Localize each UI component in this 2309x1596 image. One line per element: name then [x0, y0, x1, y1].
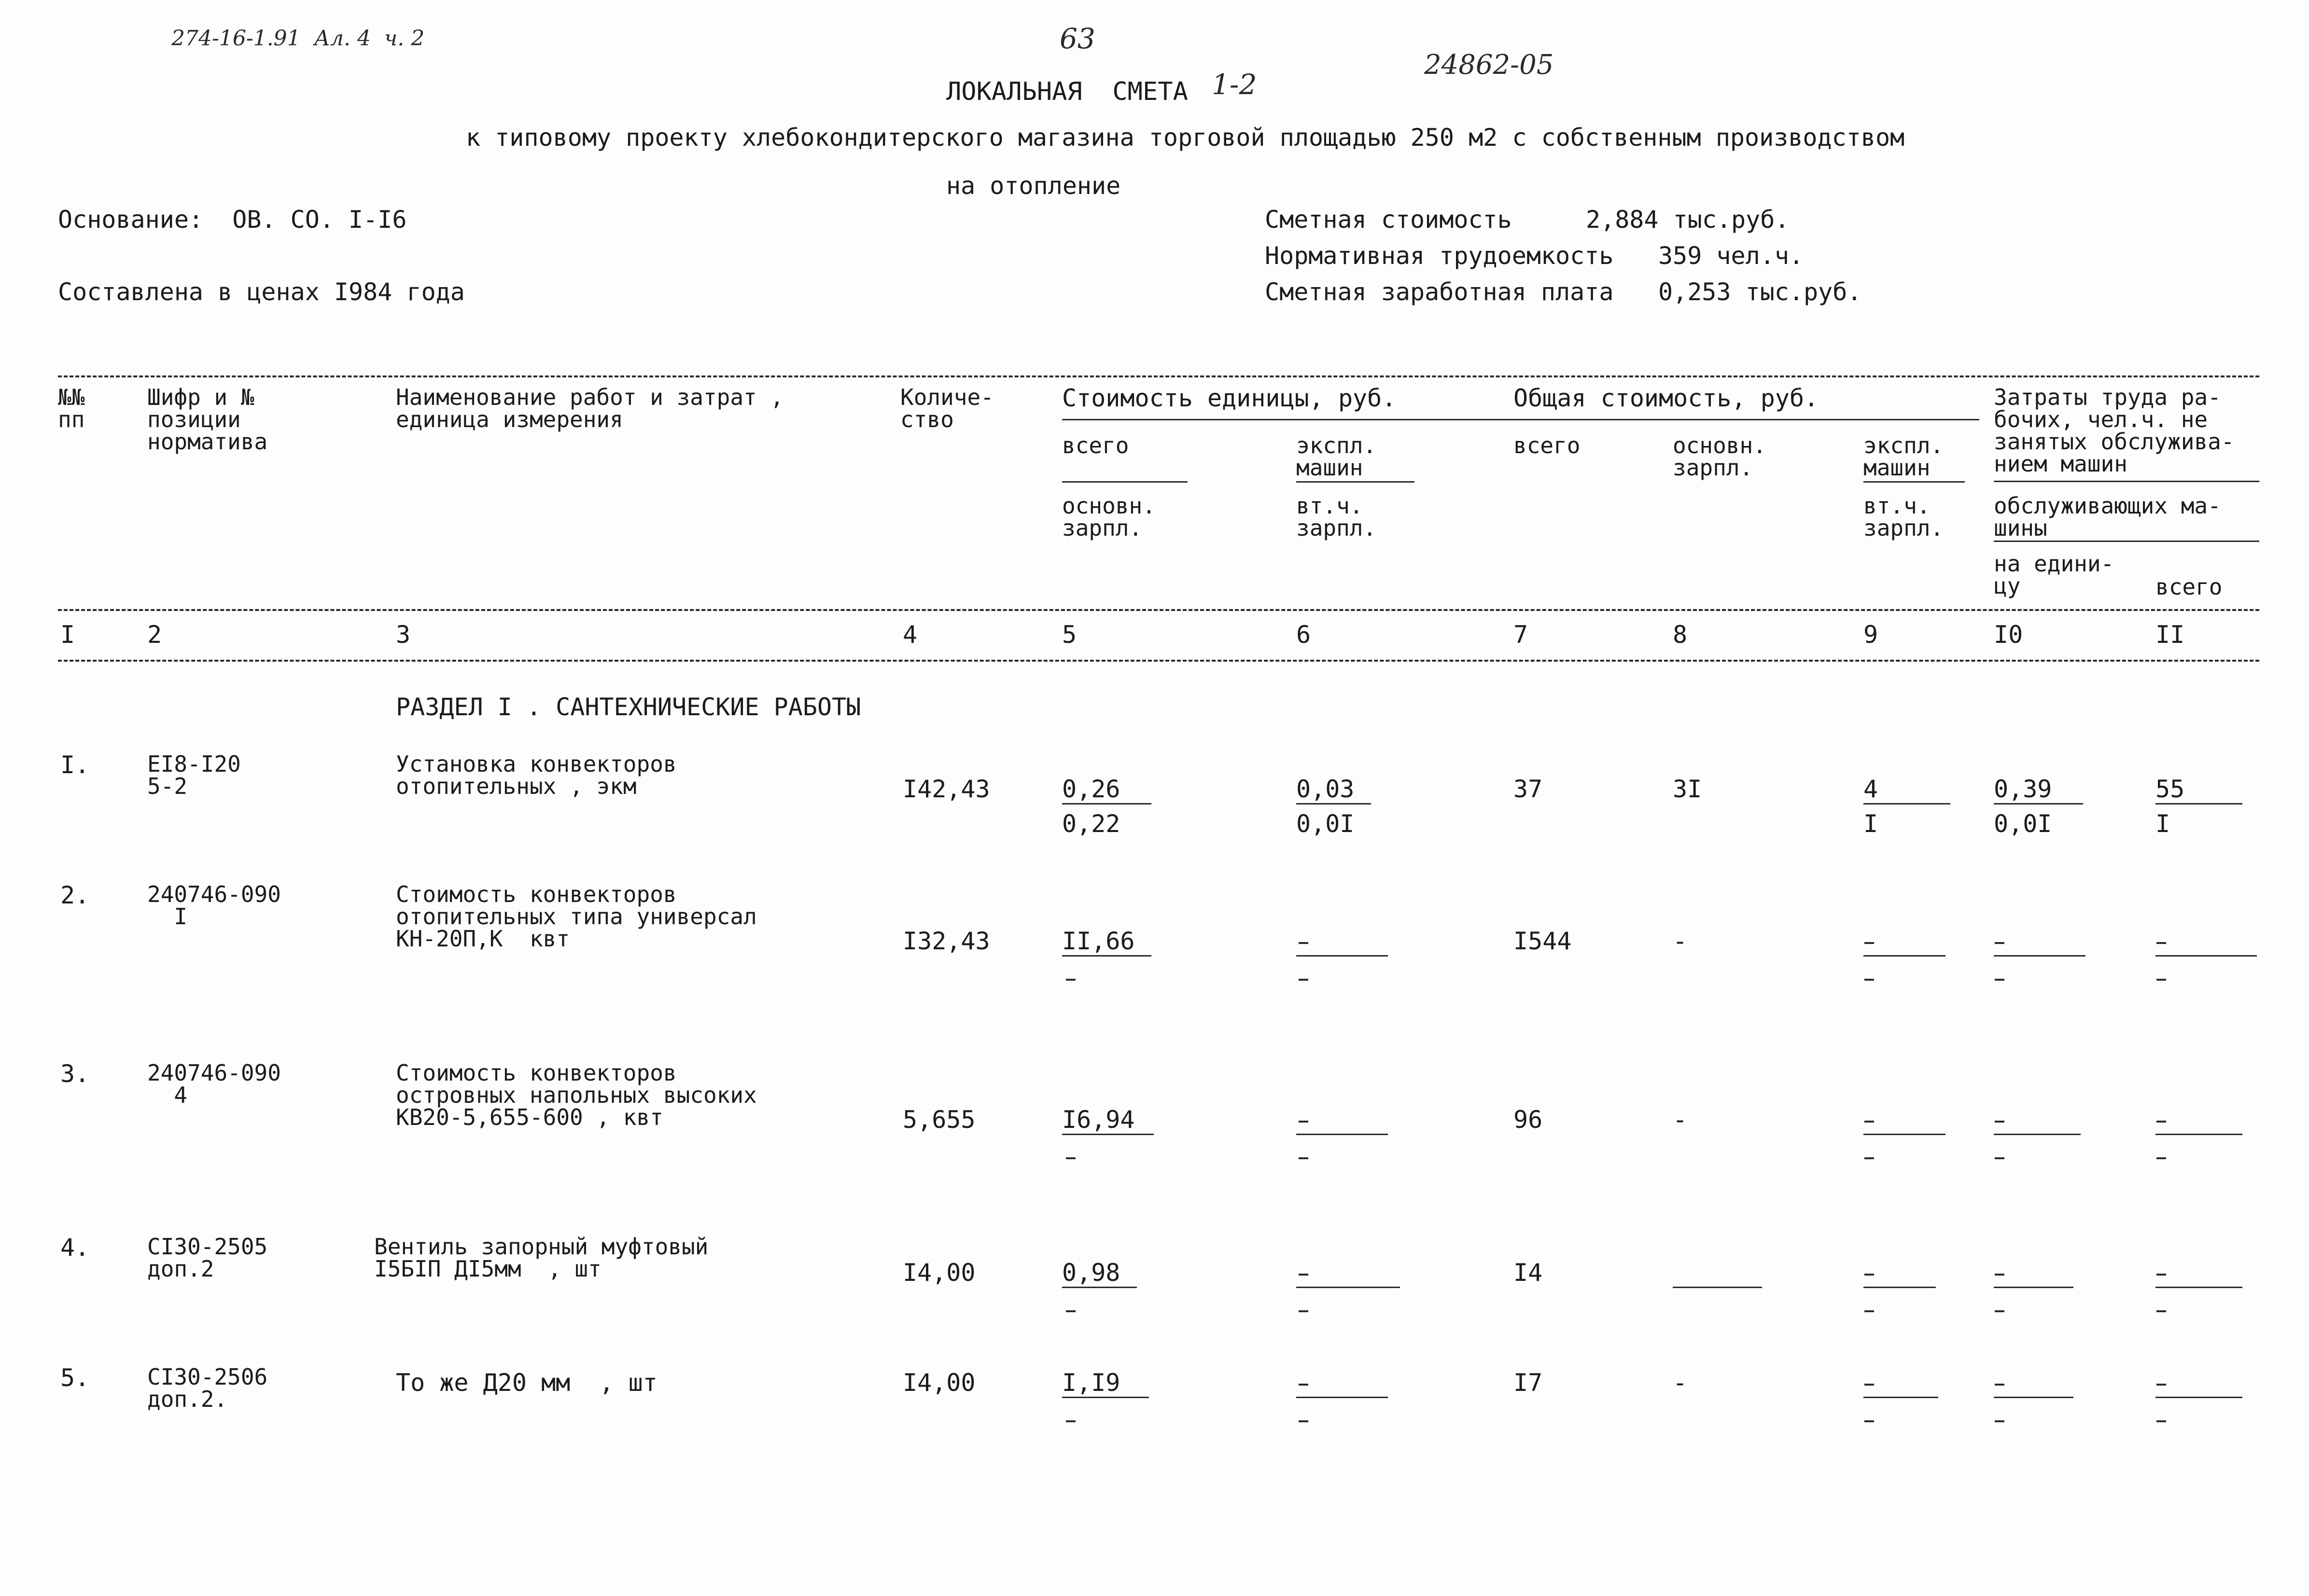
- section-title: РАЗДЕЛ I . САНТЕХНИЧЕСКИЕ РАБОТЫ: [396, 693, 861, 721]
- row-5-unit-total: I,I9: [1062, 1369, 1120, 1397]
- row-1-name: Установка конвекторов отопительных , экм: [396, 751, 677, 799]
- estimated-cost-value: 2,884 тыс.руб.: [1586, 206, 1790, 234]
- row-3-total: 96: [1513, 1106, 1543, 1134]
- col-header-10: на едини- цу: [1994, 551, 2114, 599]
- row-4-quantity: I4,00: [903, 1259, 976, 1287]
- row-3-col5-dash: [1066, 1157, 1076, 1159]
- handwritten-archive-ref: 274-16-1.91 Ал. 4 ч. 2: [171, 26, 425, 51]
- row-4-code: СI30-2505 доп.2: [147, 1234, 268, 1282]
- estimate-number: 1-2: [1212, 68, 1257, 101]
- row-3-total-wage: -: [1673, 1106, 1688, 1134]
- col-header-6-bottom: вт.ч. зарпл.: [1296, 493, 1377, 541]
- col-header-2: Шифр и № позиции норматива: [147, 384, 268, 455]
- row-3-unit-total: I6,94: [1062, 1106, 1135, 1134]
- row-4-unit-total: 0,98: [1062, 1259, 1120, 1287]
- row-2-number: 2.: [60, 881, 90, 909]
- row-3-col11-dash-top: [2156, 1121, 2166, 1123]
- row-3-code: 240746-090 4: [147, 1060, 281, 1108]
- row-2-quantity: I32,43: [903, 927, 990, 955]
- row-4-total: I4: [1513, 1259, 1543, 1287]
- row-1-code: EI8-I20 5-2: [147, 751, 241, 799]
- row-5-col11-dash-top: [2156, 1384, 2166, 1386]
- row-5-col9-line: [1863, 1397, 1938, 1398]
- row-5-col5-line: [1062, 1397, 1149, 1398]
- col-group-total-cost: Общая стоимость, руб.: [1513, 384, 1819, 412]
- row-5-col10-dash-top: [1995, 1384, 2004, 1386]
- row-2-col6-dash-top: [1299, 942, 1308, 944]
- row-2-total: I544: [1513, 927, 1572, 955]
- row-4-col11-line: [2155, 1287, 2242, 1288]
- col-group-unit-cost: Стоимость единицы, руб.: [1062, 384, 1397, 412]
- row-3-col9-dash-top: [1864, 1121, 1874, 1123]
- row-5-quantity: I4,00: [903, 1369, 976, 1397]
- row-1-unit-machine: 0,03: [1296, 775, 1355, 803]
- col-header-5-bottom: основн. зарпл.: [1062, 493, 1156, 541]
- labor-rule-2: [1994, 541, 2259, 542]
- row-4-col10-dash-bottom: [1995, 1310, 2004, 1312]
- row-1-labor-unit-machines: 0,0I: [1994, 810, 2052, 838]
- row-2-col11-line: [2155, 955, 2257, 957]
- row-1-total: 37: [1513, 775, 1543, 803]
- col-header-8: основн. зарпл.: [1673, 432, 1766, 481]
- header-bottom-rule: [58, 660, 2259, 662]
- col-header-9-bottom: вт.ч. зарпл.: [1863, 493, 1944, 541]
- row-4-col8-line: [1673, 1287, 1762, 1288]
- row-2-col6-line: [1296, 955, 1388, 957]
- col-number-5: 5: [1062, 621, 1077, 649]
- row-2-col9-dash-bottom: [1864, 979, 1874, 981]
- row-3-col10-dash-top: [1995, 1121, 2004, 1123]
- col-number-8: 8: [1673, 621, 1688, 649]
- row-2-col11-dash-bottom: [2156, 979, 2166, 981]
- row-5-col6-dash-top: [1299, 1384, 1308, 1386]
- col6-rule: [1296, 481, 1414, 483]
- col-header-5-top: всего: [1062, 432, 1129, 458]
- row-2-col10-dash-bottom: [1995, 979, 2004, 981]
- row-3-quantity: 5,655: [903, 1106, 976, 1134]
- row-4-col6-dash-bottom: [1299, 1310, 1308, 1312]
- col-header-6-top: экспл. машин: [1296, 432, 1377, 481]
- wage-value: 0,253 тыс.руб.: [1658, 278, 1862, 306]
- labor-intensity-value: 359 чел.ч.: [1658, 242, 1804, 270]
- wage-label: Сметная заработная плата: [1265, 278, 1614, 306]
- row-4-col6-line: [1296, 1287, 1400, 1288]
- col-header-3: Наименование работ и затрат , единица измерения: [396, 384, 784, 432]
- page-number: 63: [1060, 22, 1095, 55]
- basis-label: Основание: ОВ. СО. I-I6: [58, 206, 407, 234]
- row-1-quantity: I42,43: [903, 775, 990, 803]
- row-5-name: То же Д20 мм , шт: [396, 1369, 658, 1397]
- col-group-labor: Затраты труда ра- бочих, чел.ч. не занятых обслужива- нием машин: [1994, 384, 2235, 477]
- row-2-unit-total: II,66: [1062, 927, 1135, 955]
- document-title: ЛОКАЛЬНАЯ СМЕТА: [946, 77, 1188, 106]
- row-1-col5-line: [1062, 803, 1151, 805]
- row-1-total-machine-wage: I: [1863, 810, 1878, 838]
- row-3-col5-line: [1062, 1134, 1154, 1135]
- col-header-7: всего: [1513, 432, 1581, 458]
- row-3-name: Стоимость конвекторов островных напольных высоких КВ20-5,655-600 , квт: [396, 1060, 757, 1130]
- row-1-col9-line: [1863, 803, 1950, 805]
- row-3-col9-line: [1863, 1134, 1945, 1135]
- row-1-total-machine: 4: [1863, 775, 1878, 803]
- row-4-name: Вентиль запорный муфтовый I5БIП ДI5мм , шт: [374, 1234, 709, 1282]
- row-4-col9-line: [1863, 1287, 1936, 1288]
- row-1-total-wage: 3I: [1673, 775, 1702, 803]
- cost-group-rule: [1062, 419, 1979, 420]
- col9-rule: [1863, 481, 1965, 483]
- row-3-col6-dash-bottom: [1299, 1157, 1308, 1159]
- row-1-labor-total-machines: I: [2155, 810, 2170, 838]
- row-4-col11-dash-bottom: [2156, 1310, 2166, 1312]
- row-5-col11-dash-bottom: [2156, 1420, 2166, 1422]
- row-4-col10-line: [1994, 1287, 2073, 1288]
- document-subtitle: к типовому проекту хлебокондитерского магазина торговой площадью 250 м2 с собственным производством: [466, 124, 1905, 152]
- row-3-col10-line: [1994, 1134, 2081, 1135]
- row-1-labor-total: 55: [2155, 775, 2185, 803]
- row-2-col5-dash: [1066, 979, 1076, 981]
- row-2-total-wage: -: [1673, 927, 1688, 955]
- row-4-col5-dash: [1066, 1310, 1076, 1312]
- col-group-labor-machines: обслуживающих ма- шины: [1994, 493, 2221, 541]
- row-4-number: 4.: [60, 1234, 90, 1262]
- header-top-rule: [58, 375, 2259, 377]
- row-5-col10-dash-bottom: [1995, 1420, 2004, 1422]
- prices-year: Составлена в ценах I984 года: [58, 278, 465, 306]
- row-1-number: I.: [60, 751, 90, 779]
- row-4-col11-dash-top: [2156, 1274, 2166, 1276]
- row-3-col9-dash-bottom: [1864, 1157, 1874, 1159]
- row-1-col11-line: [2155, 803, 2242, 805]
- row-5-number: 5.: [60, 1364, 90, 1392]
- col-number-10: I0: [1994, 621, 2023, 649]
- row-3-col11-line: [2155, 1134, 2242, 1135]
- row-4-col9-dash-top: [1864, 1274, 1874, 1276]
- col-header-9-top: экспл. машин: [1863, 432, 1944, 481]
- row-5-col11-line: [2155, 1397, 2242, 1398]
- row-2-col11-dash-top: [2156, 942, 2166, 944]
- col-number-6: 6: [1296, 621, 1311, 649]
- row-5-col5-dash: [1066, 1420, 1076, 1422]
- row-4-col10-dash-top: [1995, 1274, 2004, 1276]
- col-number-7: 7: [1513, 621, 1528, 649]
- row-2-col6-dash-bottom: [1299, 979, 1308, 981]
- row-2-col10-dash-top: [1995, 942, 2004, 944]
- row-1-unit-machine-wage: 0,0I: [1296, 810, 1355, 838]
- row-2-col5-line: [1062, 955, 1151, 957]
- row-5-col6-line: [1296, 1397, 1388, 1398]
- row-5-col9-dash-top: [1864, 1384, 1874, 1386]
- col-number-2: 2: [147, 621, 162, 649]
- row-3-col6-dash-top: [1299, 1121, 1308, 1123]
- col5-rule: [1062, 481, 1188, 483]
- row-4-col9-dash-bottom: [1864, 1310, 1874, 1312]
- row-5-col6-dash-bottom: [1299, 1420, 1308, 1422]
- col-number-3: 3: [396, 621, 411, 649]
- row-2-col9-line: [1863, 955, 1945, 957]
- document-section-type: на отопление: [946, 172, 1121, 200]
- row-2-col10-line: [1994, 955, 2085, 957]
- row-3-number: 3.: [60, 1060, 90, 1088]
- row-2-col9-dash-top: [1864, 942, 1874, 944]
- document-number: 24862-05: [1424, 49, 1554, 81]
- estimated-cost-label: Сметная стоимость: [1265, 206, 1512, 234]
- row-5-col9-dash-bottom: [1864, 1420, 1874, 1422]
- row-1-labor-unit: 0,39: [1994, 775, 2052, 803]
- row-1-unit-total: 0,26: [1062, 775, 1120, 803]
- row-3-col11-dash-bottom: [2156, 1157, 2166, 1159]
- row-1-unit-wage: 0,22: [1062, 810, 1120, 838]
- row-1-col10-line: [1994, 803, 2083, 805]
- col-header-11: всего: [2155, 574, 2223, 600]
- row-4-col5-line: [1062, 1287, 1137, 1288]
- row-3-col6-line: [1296, 1134, 1388, 1135]
- labor-intensity-label: Нормативная трудоемкость: [1265, 242, 1614, 270]
- row-2-name: Стоимость конвекторов отопительных типа универсал КН-20П,К квт: [396, 881, 757, 952]
- col-header-4: Количе- ство: [900, 384, 994, 432]
- col-number-1: I: [60, 621, 75, 649]
- row-5-col10-line: [1994, 1397, 2073, 1398]
- row-5-total-wage: -: [1673, 1369, 1688, 1397]
- row-4-col6-dash-top: [1299, 1274, 1308, 1276]
- header-mid-rule: [58, 609, 2259, 611]
- col-number-4: 4: [903, 621, 918, 649]
- labor-rule-1: [1994, 481, 2259, 482]
- row-5-total: I7: [1513, 1369, 1543, 1397]
- row-2-code: 240746-090 I: [147, 881, 281, 930]
- col-header-1: №№ пп: [58, 384, 85, 432]
- row-5-code: СI30-2506 доп.2.: [147, 1364, 268, 1412]
- row-1-col6-line: [1296, 803, 1371, 805]
- col-number-9: 9: [1863, 621, 1878, 649]
- row-3-col10-dash-bottom: [1995, 1157, 2004, 1159]
- col-number-11: II: [2155, 621, 2185, 649]
